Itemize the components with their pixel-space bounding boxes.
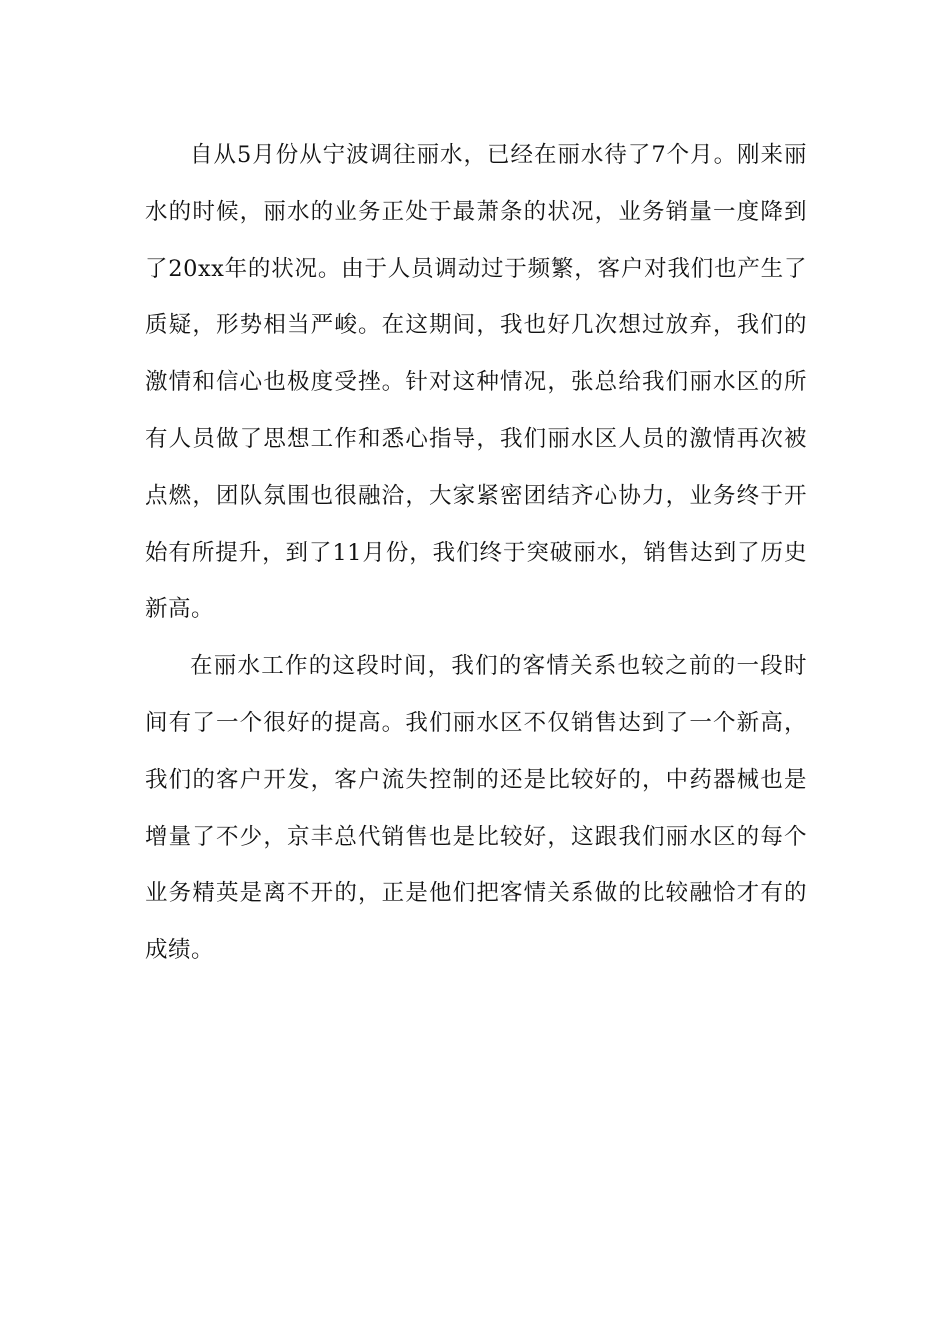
document-body [145, 127, 807, 979]
paragraph-1: 自从5月份从宁波调往丽水，已经在丽水待了7个月。刚来丽水的时候，丽水的业务正处于最萧条的状况，业务销量一度降到了20xx年的状况。由于人员调动过于频繁，客户对我们也产生了质疑，形势相当严峻。在这期间，我也好几次想过放弃，我们的激情和信心也极度受挫。针对这种情况，张总给我们丽水区的所有人员做了思想工作和悉心指导，我们丽水区人员的激情再次被点燃，团队氛围也很融洽，大家紧密团结齐心协力，业务终于开始有所提升，到了11月份，我们终于突破丽水，销售达到了历史新高。 [145, 142, 807, 623]
paragraph-2: 在丽水工作的这段时间，我们的客情关系也较之前的一段时间有了一个很好的提高。我们丽水区不仅销售达到了一个新高，我们的客户开发，客户流失控制的还是比较好的，中药器械也是增量了不少，京丰总代销售也是比较好，这跟我们丽水区的每个业务精英是离不开的，正是他们把客情关系做的比较融恰才有的成绩。 [145, 653, 807, 964]
